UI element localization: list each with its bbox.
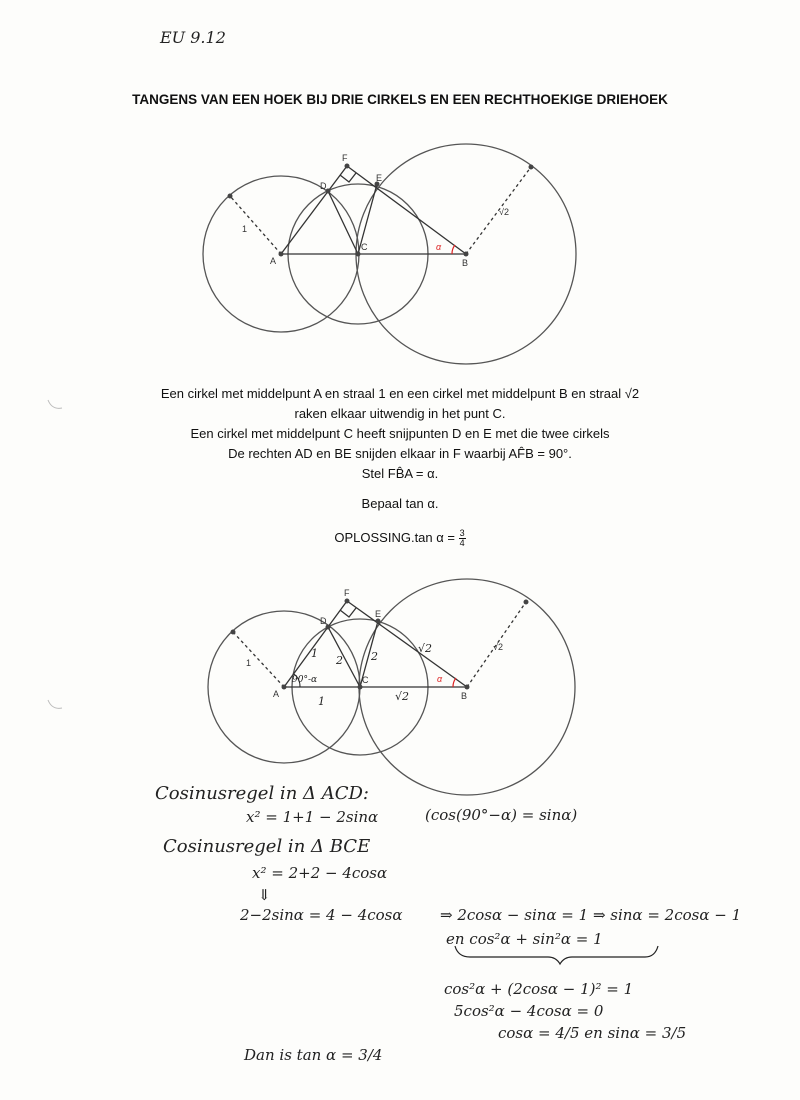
angle-alpha-arc	[452, 245, 455, 254]
label-radius-b: √2	[499, 207, 509, 217]
label-d: D	[320, 181, 327, 191]
work-line-2b: (cos(90°−α) = sinα)	[425, 806, 578, 824]
solution-denominator: 4	[459, 538, 465, 549]
work-line-6: en cos²α + sin²α = 1	[446, 930, 603, 948]
hand-label-cb: √2	[395, 690, 410, 703]
segment-dc	[328, 191, 358, 254]
radius-a	[230, 196, 281, 254]
problem-question: Bepaal tan α.	[361, 496, 439, 511]
page-id: EU 9.12	[160, 28, 226, 47]
hand-label-ce: 2	[371, 650, 378, 663]
label-c: C	[361, 242, 368, 252]
brace	[455, 946, 658, 964]
label-b-2: B	[461, 691, 468, 701]
problem-line-5: Stel FB̂A = α.	[361, 466, 439, 481]
problem-line-2: raken elkaar uitwendig in het punt C.	[294, 406, 506, 421]
label-f: F	[342, 153, 348, 163]
work-line-5b: ⇒ 2cosα − sinα = 1 ⇒ sinα = 2cosα − 1	[440, 906, 742, 924]
work-line-1: Cosinusregel in Δ ACD:	[155, 783, 369, 804]
work-line-10: Dan is tan α = 3/4	[244, 1046, 383, 1064]
label-radius-a: 1	[242, 224, 248, 234]
work-line-3: Cosinusregel in Δ BCE	[163, 836, 371, 857]
work-line-8: 5cos²α − 4cosα = 0	[454, 1002, 604, 1020]
page-title: TANGENS VAN EEN HOEK BIJ DRIE CIRKELS EN EEN RECHTHOEKIGE DRIEHOEK	[132, 92, 668, 107]
label-radius-a-2: 1	[246, 658, 252, 668]
label-radius-b-2: √2	[493, 642, 503, 652]
solution-prefix: OPLOSSING.tan α =	[334, 530, 455, 545]
hand-label-angle-a: 90°-α	[292, 675, 318, 685]
label-a-2: A	[273, 689, 280, 699]
label-c-2: C	[362, 675, 369, 685]
right-angle-mark	[340, 173, 356, 182]
label-d-2: D	[320, 616, 327, 626]
label-b: B	[462, 258, 469, 268]
label-a: A	[270, 256, 277, 266]
work-line-4: x² = 2+2 − 4cosα	[252, 864, 388, 882]
hand-label-ad: 1	[311, 647, 318, 660]
work-line-9: cosα = 4/5 en sinα = 3/5	[498, 1024, 687, 1042]
label-f-2: F	[344, 588, 350, 598]
hand-label-eb: √2	[418, 642, 433, 655]
work-arrow: ⇓	[258, 886, 271, 904]
solution-fraction	[459, 529, 466, 548]
problem-line-3: Een cirkel met middelpunt C heeft snijpunten D en E met die twee cirkels	[190, 426, 610, 441]
hand-label-dc: 2	[336, 654, 343, 667]
problem-line-1: Een cirkel met middelpunt A en straal 1 en een cirkel met middelpunt B en straal √2	[160, 386, 640, 401]
problem-statement	[100, 384, 700, 548]
problem-line-4: De rechten AD en BE snijden elkaar in F waarbij AF̂B = 90°.	[228, 446, 572, 461]
label-alpha: α	[436, 242, 442, 252]
solution-numerator: 3	[459, 528, 465, 539]
solution-line	[100, 528, 700, 548]
label-alpha-2: α	[437, 674, 443, 684]
label-e-2: E	[375, 609, 382, 619]
hand-label-ac: 1	[318, 695, 325, 708]
work-line-5: 2−2sinα = 4 − 4cosα	[240, 906, 403, 924]
work-line-7: cos²α + (2cosα − 1)² = 1	[444, 980, 634, 998]
work-line-2: x² = 1+1 − 2sinα	[246, 808, 379, 826]
label-e: E	[376, 173, 383, 183]
